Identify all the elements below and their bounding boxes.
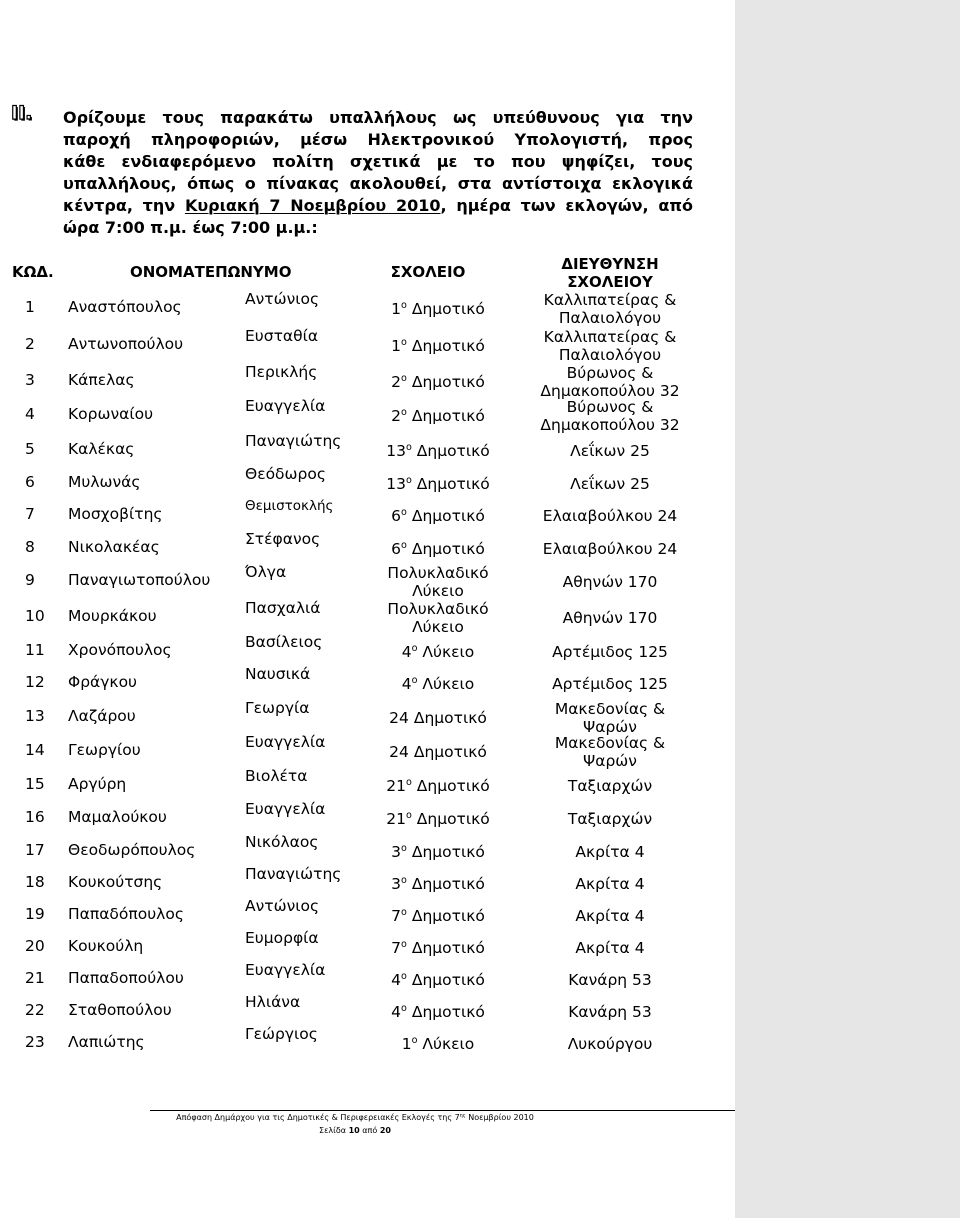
row-first-name: Ευσταθία: [245, 327, 319, 345]
row-address: [515, 601, 705, 635]
school-number: 4: [391, 971, 402, 989]
row-code: 5: [25, 440, 35, 458]
address-line: Βύρωνος &: [566, 398, 654, 416]
table-row: [0, 530, 735, 564]
row-school: [360, 769, 516, 803]
footer-title-ordinal: ης: [459, 1113, 466, 1120]
row-school: [360, 667, 516, 701]
row-first-name: Γεωργία: [245, 699, 310, 717]
school-line: Πολυκλαδικό: [387, 600, 489, 618]
address-line: Ελαιαβούλκου 24: [542, 540, 678, 558]
row-code: 17: [25, 841, 45, 859]
row-code: 16: [25, 808, 45, 826]
header-code: ΚΩΔ.: [12, 263, 54, 281]
school-line: Λύκειο: [412, 618, 464, 636]
row-first-name: Θεμιστοκλής: [245, 498, 334, 514]
table-row: [0, 633, 735, 667]
row-code: 3: [25, 371, 35, 389]
row-surname: Αργύρη: [68, 775, 127, 793]
school-ordinal: ο: [401, 507, 407, 519]
school-number: 3: [391, 843, 402, 861]
row-surname: Νικολακέας: [68, 538, 160, 556]
table-row: [0, 599, 735, 636]
address-line: Ακρίτα 4: [575, 875, 645, 893]
school-number: 21: [386, 777, 406, 795]
row-surname: Παπαδόπουλος: [68, 905, 184, 923]
row-address: [515, 835, 705, 869]
header-full-name: ΟΝΟΜΑΤΕΠΩΝΥΜΟ: [130, 263, 292, 281]
row-surname: Παπαδοπούλου: [68, 969, 184, 987]
school-type: Δημοτικό: [411, 407, 485, 425]
school-type: Δημοτικό: [411, 1003, 485, 1021]
row-surname: Κουκούλη: [68, 937, 144, 955]
school-type: Δημοτικό: [411, 337, 485, 355]
address-line: Δημακοπούλου 32: [540, 416, 680, 434]
intro-line: [63, 195, 693, 217]
address-line: Λυκούργου: [567, 1035, 653, 1053]
school-ordinal: ο: [401, 337, 407, 349]
row-surname: Κορωναίου: [68, 405, 154, 423]
row-school: [360, 995, 516, 1029]
school-number: 24: [389, 709, 409, 727]
row-school: [360, 329, 516, 363]
address-line: Ταξιαρχών: [567, 777, 653, 795]
row-school: [360, 835, 516, 869]
school-type: Λύκειο: [422, 1035, 475, 1053]
school-type: Δημοτικό: [416, 777, 490, 795]
school-number: 4: [401, 643, 412, 661]
table-row: [0, 767, 735, 801]
school-line: [402, 675, 475, 693]
row-surname: Λαζάρου: [68, 707, 136, 725]
row-code: 2: [25, 335, 35, 353]
intro-line: παροχή πληροφοριών, μέσω Ηλεκτρονικού Υπολογιστή, προς: [63, 130, 693, 149]
school-type: Δημοτικό: [416, 475, 490, 493]
school-ordinal: ο: [411, 1035, 418, 1047]
header-address-line: ΣΧΟΛΕΙΟΥ: [567, 273, 653, 291]
row-address: [515, 499, 705, 533]
school-number: 21: [386, 810, 406, 828]
row-address: [515, 565, 705, 599]
row-first-name: Παναγιώτης: [245, 865, 342, 883]
intro-paragraph: [63, 107, 693, 239]
table-row: [0, 290, 735, 327]
table-row: [0, 800, 735, 834]
row-code: 7: [25, 505, 35, 523]
address-line: Αρτέμιδος 125: [552, 643, 668, 661]
row-first-name: Περικλής: [245, 363, 318, 381]
row-school: [360, 499, 516, 533]
address-line: Ψαρών: [583, 718, 637, 736]
row-surname: Μαμαλούκου: [68, 808, 167, 826]
school-type: Δημοτικό: [416, 442, 490, 460]
row-school: [360, 292, 516, 326]
address-line: Δημακοπούλου 32: [540, 382, 680, 400]
row-address: [515, 867, 705, 901]
row-address: [515, 434, 705, 468]
row-address: [515, 532, 705, 566]
table-row: [0, 497, 735, 531]
row-address: [515, 667, 705, 701]
address-line: Ψαρών: [583, 752, 637, 770]
address-line: Κανάρη 53: [568, 1003, 652, 1021]
school-ordinal: ο: [405, 442, 412, 454]
school-ordinal: ο: [401, 939, 407, 951]
row-first-name: Παναγιώτης: [245, 432, 342, 450]
school-line: [386, 442, 490, 460]
school-ordinal: ο: [405, 810, 412, 822]
row-surname: Χρονόπουλος: [68, 641, 172, 659]
page-of-label: από: [362, 1126, 378, 1135]
row-code: 19: [25, 905, 45, 923]
row-first-name: Στέφανος: [245, 530, 321, 548]
address-line: Λεΐκων 25: [570, 475, 650, 493]
row-address: [515, 1027, 705, 1061]
school-line: [389, 709, 487, 727]
address-line: Μακεδονίας &: [554, 700, 666, 718]
address-line: Μακεδονίας &: [554, 734, 666, 752]
row-first-name: Όλγα: [245, 563, 287, 581]
school-line: [386, 475, 490, 493]
row-surname: Παναγιωτοπούλου: [68, 571, 211, 589]
row-first-name: Ευαγγελία: [245, 733, 326, 751]
row-surname: Μυλωνάς: [68, 473, 141, 491]
school-ordinal: ο: [401, 907, 407, 919]
row-code: 13: [25, 707, 45, 725]
school-type: Δημοτικό: [416, 810, 490, 828]
row-code: 18: [25, 873, 45, 891]
row-address: [515, 963, 705, 997]
address-line: Ακρίτα 4: [575, 939, 645, 957]
school-ordinal: ο: [401, 540, 407, 552]
row-school: [360, 467, 516, 501]
row-code: 9: [25, 571, 35, 589]
row-code: 11: [25, 641, 45, 659]
row-school: [360, 565, 516, 599]
address-line: Ακρίτα 4: [575, 907, 645, 925]
school-number: 6: [391, 507, 402, 525]
row-address: [515, 995, 705, 1029]
row-school: [360, 899, 516, 933]
footer-title-text: Απόφαση Δημάρχου για τις Δημοτικές & Περιφερειακές Εκλογές της 7: [176, 1113, 460, 1122]
row-surname: Μοσχοβίτης: [68, 505, 163, 523]
address-line: Αρτέμιδος 125: [552, 675, 668, 693]
header-school-address: [515, 255, 705, 291]
school-number: 13: [386, 475, 406, 493]
school-line: [391, 300, 485, 318]
row-first-name: Γεώργιος: [245, 1025, 318, 1043]
school-number: 3: [391, 875, 402, 893]
address-line: Παλαιολόγου: [558, 346, 662, 364]
row-address: [515, 365, 705, 399]
row-code: 1: [25, 298, 35, 316]
page-current: 10: [348, 1126, 360, 1135]
page-total: 20: [379, 1126, 391, 1135]
row-school: [360, 701, 516, 735]
row-surname: Αναστόπουλος: [68, 298, 182, 316]
school-line: [402, 643, 475, 661]
school-type: Δημοτικό: [411, 907, 485, 925]
school-number: 13: [386, 442, 406, 460]
table-row: [0, 465, 735, 499]
school-line: [391, 407, 485, 425]
row-surname: Γεωργίου: [68, 741, 141, 759]
intro-text: , ημέρα των εκλογών, από: [440, 196, 694, 215]
row-first-name: Αντώνιος: [245, 290, 320, 308]
row-address: [515, 329, 705, 363]
row-surname: Φράγκου: [68, 673, 138, 691]
row-school: [360, 931, 516, 965]
row-code: 10: [25, 607, 45, 625]
row-surname: Μουρκάκου: [68, 607, 157, 625]
address-line: Παλαιολόγου: [558, 309, 662, 327]
comment-margin-pane: [735, 0, 960, 1218]
address-line: Ταξιαρχών: [567, 810, 653, 828]
school-line: [389, 743, 487, 761]
school-number: 4: [401, 675, 412, 693]
school-number: 2: [391, 373, 402, 391]
school-ordinal: ο: [405, 475, 412, 487]
school-type: Δημοτικό: [411, 939, 485, 957]
row-first-name: Ναυσικά: [245, 665, 311, 683]
school-number: 2: [391, 407, 402, 425]
intro-line: υπαλλήλους, όπως ο πίνακας ακολουθεί, στα αντίστοιχα εκλογικά: [63, 174, 693, 193]
row-surname: Θεοδωρόπουλος: [68, 841, 196, 859]
table-row: [0, 665, 735, 699]
row-first-name: Ευμορφία: [245, 929, 319, 947]
school-number: 7: [391, 907, 402, 925]
school-line: [391, 875, 485, 893]
school-line: [391, 1003, 485, 1021]
table-row: [0, 833, 735, 867]
table-row: [0, 363, 735, 400]
address-line: Ακρίτα 4: [575, 843, 645, 861]
school-type: Δημοτικό: [411, 373, 485, 391]
row-code: 15: [25, 775, 45, 793]
school-number: 4: [391, 1003, 402, 1021]
row-code: 14: [25, 741, 45, 759]
school-line: Πολυκλαδικό: [387, 564, 489, 582]
school-type: Δημοτικό: [411, 507, 485, 525]
row-school: [360, 1027, 516, 1061]
intro-line: κάθε ενδιαφερόμενο πολίτη σχετικά με το που ψηφίζει, τους: [63, 152, 693, 171]
address-line: Λεΐκων 25: [570, 442, 650, 460]
address-line: Καλλιπατείρας &: [543, 328, 677, 346]
row-address: [515, 635, 705, 669]
table-row: [0, 865, 735, 899]
address-line: Αθηνών 170: [562, 609, 658, 627]
row-first-name: Ευαγγελία: [245, 397, 326, 415]
row-address: [515, 735, 705, 769]
row-address: [515, 467, 705, 501]
school-line: [391, 971, 485, 989]
row-school: [360, 601, 516, 635]
row-school: [360, 532, 516, 566]
school-number: 1: [391, 337, 402, 355]
row-code: 20: [25, 937, 45, 955]
table-row: [0, 327, 735, 364]
school-number: 6: [391, 540, 402, 558]
row-address: [515, 701, 705, 735]
school-ordinal: ο: [401, 407, 407, 419]
row-surname: Κουκούτσης: [68, 873, 163, 891]
row-school: [360, 867, 516, 901]
school-line: [391, 907, 485, 925]
school-line: [391, 507, 485, 525]
school-ordinal: ο: [401, 971, 407, 983]
table-row: [0, 432, 735, 466]
row-address: [515, 292, 705, 326]
row-code: 6: [25, 473, 35, 491]
table-row: [0, 897, 735, 931]
school-type: Δημοτικό: [411, 875, 485, 893]
school-ordinal: ο: [401, 373, 407, 385]
row-school: [360, 434, 516, 468]
school-type: Δημοτικό: [411, 971, 485, 989]
row-address: [515, 931, 705, 965]
school-ordinal: ο: [401, 1003, 407, 1015]
address-line: Κανάρη 53: [568, 971, 652, 989]
intro-line: Ορίζουμε τους παρακάτω υπαλλήλους ως υπεύθυνους για την: [63, 108, 693, 127]
row-code: 4: [25, 405, 35, 423]
school-type: Δημοτικό: [411, 540, 485, 558]
table-row: [0, 733, 735, 770]
school-number: 1: [391, 300, 402, 318]
footer-title-text: Νοεμβρίου 2010: [465, 1113, 534, 1122]
table-row: [0, 563, 735, 600]
intro-line: ώρα 7:00 π.μ. έως 7:00 μ.μ.:: [63, 218, 318, 237]
row-first-name: Ευαγγελία: [245, 961, 326, 979]
election-date-underlined: Κυριακή 7 Νοεμβρίου 2010: [184, 196, 441, 215]
school-ordinal: ο: [405, 777, 412, 789]
address-line: Αθηνών 170: [562, 573, 658, 591]
address-line: Ελαιαβούλκου 24: [542, 507, 678, 525]
table-row: [0, 961, 735, 995]
row-school: [360, 963, 516, 997]
row-surname: Κάπελας: [68, 371, 135, 389]
row-code: 21: [25, 969, 45, 987]
school-line: [386, 777, 490, 795]
row-surname: Σταθοπούλου: [68, 1001, 172, 1019]
footer-rule: [150, 1110, 735, 1111]
row-school: [360, 735, 516, 769]
row-address: [515, 399, 705, 433]
row-school: [360, 399, 516, 433]
row-code: 23: [25, 1033, 45, 1051]
school-number: 24: [389, 743, 409, 761]
school-number: 7: [391, 939, 402, 957]
row-first-name: Βιολέτα: [245, 767, 308, 785]
row-surname: Καλέκας: [68, 440, 135, 458]
school-line: [391, 939, 485, 957]
school-type: Δημοτικό: [413, 743, 487, 761]
school-line: [402, 1035, 475, 1053]
address-line: Βύρωνος &: [566, 364, 654, 382]
school-line: [391, 843, 485, 861]
school-type: Δημοτικό: [411, 300, 485, 318]
footer-title: [0, 1112, 710, 1124]
school-ordinal: ο: [401, 300, 407, 312]
address-line: Καλλιπατείρας &: [543, 291, 677, 309]
table-row: [0, 929, 735, 963]
school-ordinal: ο: [401, 843, 407, 855]
row-first-name: Πασχαλιά: [245, 599, 321, 617]
row-code: 12: [25, 673, 45, 691]
row-code: 8: [25, 538, 35, 556]
row-first-name: Νικόλαος: [245, 833, 319, 851]
row-school: [360, 365, 516, 399]
header-school: ΣΧΟΛΕΙΟ: [390, 263, 466, 281]
school-type: Δημοτικό: [411, 843, 485, 861]
school-line: Λύκειο: [412, 582, 464, 600]
page-label: Σελίδα: [319, 1126, 347, 1135]
row-first-name: Θεόδωρος: [245, 465, 326, 483]
table-row: [0, 993, 735, 1027]
row-address: [515, 769, 705, 803]
school-line: [391, 540, 485, 558]
school-type: Λύκειο: [422, 675, 475, 693]
school-type: Δημοτικό: [413, 709, 487, 727]
school-line: [391, 337, 485, 355]
row-code: 22: [25, 1001, 45, 1019]
row-first-name: Βασίλειος: [245, 633, 323, 651]
row-surname: Λαπιώτης: [68, 1033, 145, 1051]
school-line: [391, 373, 485, 391]
table-row: [0, 397, 735, 434]
school-ordinal: ο: [411, 675, 418, 687]
row-school: [360, 635, 516, 669]
school-type: Λύκειο: [422, 643, 475, 661]
school-ordinal: ο: [411, 643, 418, 655]
section-marker: ΙΙ.: [11, 102, 33, 124]
page-number: [0, 1125, 710, 1137]
intro-text: κέντρα, την: [63, 196, 185, 215]
row-first-name: Ευαγγελία: [245, 800, 326, 818]
school-line: [386, 810, 490, 828]
row-surname: Αντωνοπούλου: [68, 335, 184, 353]
row-address: [515, 802, 705, 836]
table-row: [0, 699, 735, 736]
school-number: 1: [401, 1035, 412, 1053]
row-address: [515, 899, 705, 933]
table-row: [0, 1025, 735, 1059]
row-first-name: Ηλιάνα: [245, 993, 301, 1011]
row-school: [360, 802, 516, 836]
school-ordinal: ο: [401, 875, 407, 887]
header-address-line: ΔΙΕΥΘΥΝΣΗ: [561, 255, 659, 273]
row-first-name: Αντώνιος: [245, 897, 320, 915]
